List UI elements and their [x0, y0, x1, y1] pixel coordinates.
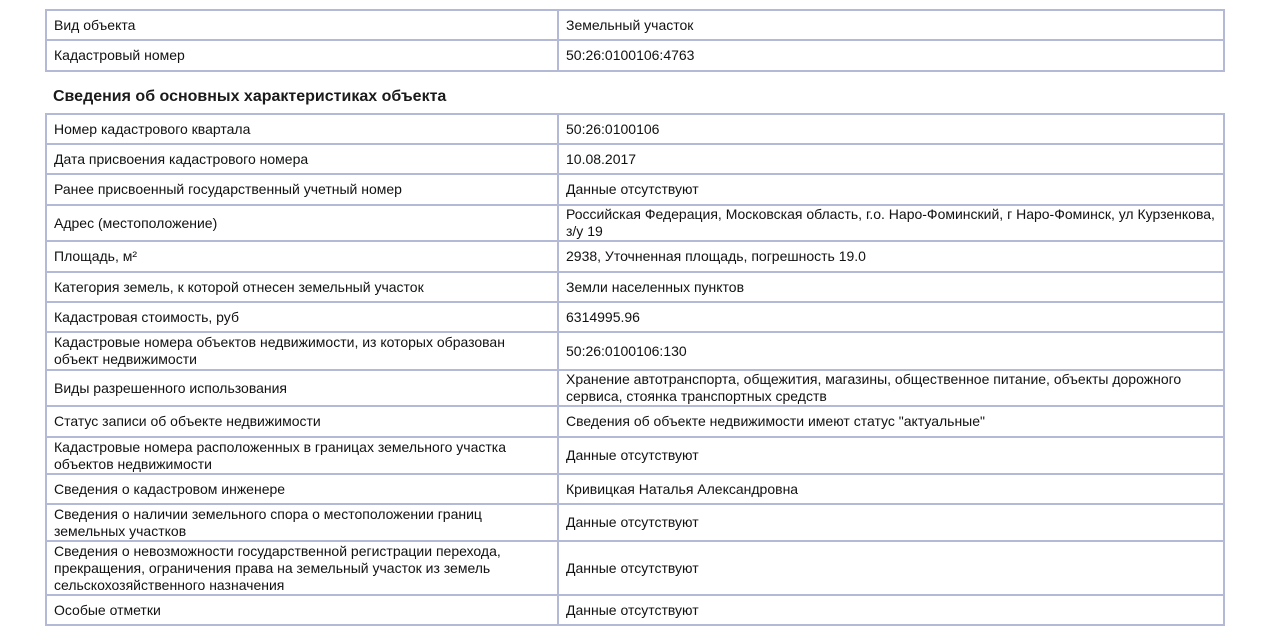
row-value: Данные отсутствуют — [558, 174, 1224, 205]
row-label: Площадь, м² — [46, 241, 558, 272]
table-row — [46, 241, 1224, 272]
row-label: Виды разрешенного использования — [46, 370, 558, 406]
row-value: Данные отсутствуют — [558, 595, 1224, 625]
table-row — [46, 406, 1224, 437]
table-row — [46, 40, 1224, 71]
row-value: 50:26:0100106 — [558, 114, 1224, 144]
row-label: Кадастровый номер — [46, 40, 558, 71]
row-label: Дата присвоения кадастрового номера — [46, 144, 558, 174]
row-value: 2938, Уточненная площадь, погрешность 19.0 — [558, 241, 1224, 272]
row-value: Сведения об объекте недвижимости имеют статус "актуальные" — [558, 406, 1224, 437]
row-label: Кадастровые номера расположенных в границах земельного участка объектов недвижимости — [46, 437, 558, 474]
table-row — [46, 174, 1224, 205]
row-value: 6314995.96 — [558, 302, 1224, 332]
table-row — [46, 10, 1224, 40]
row-label: Кадастровая стоимость, руб — [46, 302, 558, 332]
table-row — [46, 504, 1224, 541]
table-row — [46, 144, 1224, 174]
table-row — [46, 114, 1224, 144]
table-row — [46, 302, 1224, 332]
row-value: 10.08.2017 — [558, 144, 1224, 174]
table-row — [46, 332, 1224, 370]
row-value: Данные отсутствуют — [558, 437, 1224, 474]
row-label: Сведения о наличии земельного спора о местоположении границ земельных участков — [46, 504, 558, 541]
row-label: Особые отметки — [46, 595, 558, 625]
row-value: 50:26:0100106:4763 — [558, 40, 1224, 71]
row-value: Российская Федерация, Московская область, г.о. Наро-Фоминский, г Наро-Фоминск, ул Курзенкова, з/у 19 — [558, 205, 1224, 241]
row-label: Адрес (местоположение) — [46, 205, 558, 241]
row-label: Категория земель, к которой отнесен земельный участок — [46, 272, 558, 302]
row-value: Кривицкая Наталья Александровна — [558, 474, 1224, 504]
table-row — [46, 272, 1224, 302]
row-value: Земельный участок — [558, 10, 1224, 40]
section-title: Сведения об основных характеристиках объекта — [53, 88, 447, 105]
row-label: Статус записи об объекте недвижимости — [46, 406, 558, 437]
table-row — [46, 541, 1224, 595]
row-value: Данные отсутствуют — [558, 541, 1224, 595]
row-label: Ранее присвоенный государственный учетный номер — [46, 174, 558, 205]
row-label: Сведения о кадастровом инженере — [46, 474, 558, 504]
characteristics-table — [45, 113, 1225, 626]
table-row — [46, 595, 1224, 625]
row-value: 50:26:0100106:130 — [558, 332, 1224, 370]
row-label: Кадастровые номера объектов недвижимости, из которых образован объект недвижимости — [46, 332, 558, 370]
row-value: Данные отсутствуют — [558, 504, 1224, 541]
table-row — [46, 205, 1224, 241]
row-value: Хранение автотранспорта, общежития, магазины, общественное питание, объекты дорожного сервиса, стоянка транспортных средств — [558, 370, 1224, 406]
row-label: Вид объекта — [46, 10, 558, 40]
table-row — [46, 474, 1224, 504]
table-row — [46, 370, 1224, 406]
row-label: Номер кадастрового квартала — [46, 114, 558, 144]
table-row — [46, 437, 1224, 474]
row-value: Земли населенных пунктов — [558, 272, 1224, 302]
object-table — [45, 9, 1225, 72]
row-label: Сведения о невозможности государственной регистрации перехода, прекращения, ограничения права на земельный участок из земель сельскохозяйственного назначения — [46, 541, 558, 595]
